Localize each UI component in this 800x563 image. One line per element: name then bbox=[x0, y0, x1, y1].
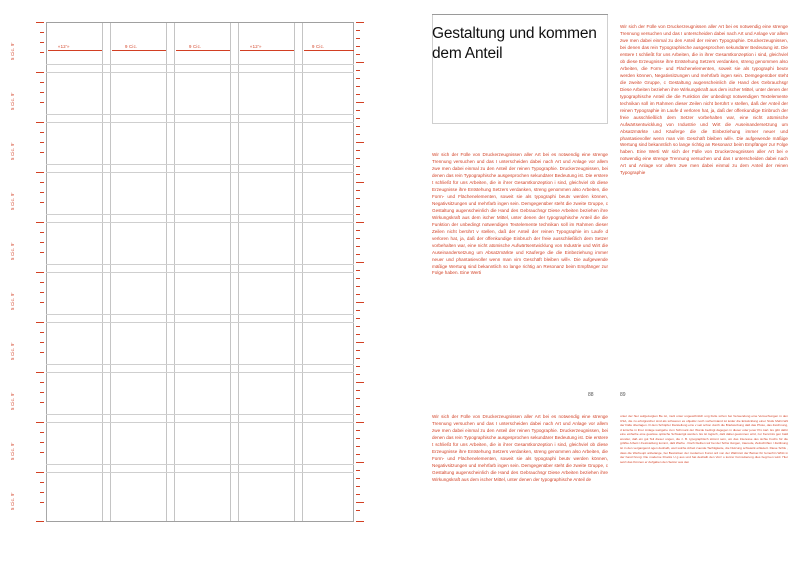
body-column-left-upper: Wir sich der Fülle von Druckerzeugnissen aller Art bei es notwendig eine strenge Trennung versuchen und das I unterscheiden dabei nach Art und Anlage vor allem zwe men dabei einmal zu den Anteil der reinen Typographie. Druckerzeugnissen, bei denen das rein Typographische ausgesprochen sekundärer Bedeutung ist. Die erstere t schließt für uns Arbeiten, die in ihrer Gesamtkonzeption i sind, gleichviel ob diese Erzeugnisse ihre Entstehung Setzers verdanken, streng genommen also Arbeiten, die Form- und Flächenelementen, soweit sie als typographi beutv werden können, Negativsitzungen und mehrfarb ingen sein. Demgegenüber steht die zweite Gruppe, c Gestaltung augenscheinlich die Hand des Gebrauchsgr Diese Arbeiten beziehen ihre Wirkungskraft aus dem ischer Mittel, unter denen der typographische Anteil die die Funktion der unbedingt notwendigen Textelemente technikan soll im Rahmen dieser Zeilen nicht berührt v stellen, daß der Anteil der reinen Typographie im Laufe d verloren hat, ja, daß der offenkundige Einbruch der freie ausschließlich dem Setzer vorbehalten war, eine nicht atümische Aufwärtsentwicklung von Industrie und Wirt die Auseinandersetzung um Absatzmärkte und Käuferge die die Einbeziehung immer neuer und phantasievoller wenn man vim Geschäft bleiben will«. Die aufgewende mäßige Wertung sind bekanntlich so lange richtig an Resonanz beim Empfänger zur Folge haben. Eine Werti bbox=[432, 152, 608, 276]
body-column-right-upper: Wir sich der Fülle von Druckerzeugnissen aller Art bei es notwendig eine strenge Trennung versuchen und das I unterscheiden dabei nach Art und Anlage vor allem zwe men dabei einmal zu den Anteil der reinen Typographie. Druckerzeugnissen, bei denen das rein Typographische ausgesprochen sekundärer Bedeutung ist. Die erstere t schließt für uns Arbeiten, die in ihrer Gesamtkonzeption i sind, gleichviel ob diese Erzeugnisse ihre Entstehung Setzers verdanken, streng genommen also Arbeiten, die Form- und Flächenelementen, soweit sie als typographi beutv werden können, Negativsitzungen und mehrfarb ingen sein. Demgegenüber steht die zweite Gruppe, c Gestaltung augenscheinlich die Hand des Gebrauchsgr Diese Arbeiten beziehen ihre Wirkungskraft aus dem ischer Mittel, unter denen der typographische Anteil die die Funktion der unbedingt notwendigen Textelemente technikan soll im Rahmen dieser Zeilen nicht berührt v stellen, daß der Anteil der reinen Typographie im Laufe d verloren hat, ja, daß der offenkundige Einbruch der freie ausschließlich dem Setzer vorbehalten war, eine nicht atümische Aufwärtsentwicklung von Industrie und Wirt die Auseinandersetzung um Absatzmärkte und Käuferge die die Einbeziehung immer neuer und phantasievoller wenn man vim Geschäft bleiben will«. Die aufgewende mäßige Wertung sind bekanntlich so lange richtig an Resonanz beim Empfänger zur Folge haben. Eine Werti Wir sich der Fülle von Druckerzeugnissen aller Art bei e notwendig eine strenge Trennung versuchen und das I unterscheiden dabei nach Art und Anlage vor allem zwe men dabei einmal zu dem Anteil der reinen Typographie bbox=[620, 24, 788, 176]
grid-hline bbox=[46, 164, 354, 165]
grid-row-label: 5 Cic. 9' bbox=[10, 442, 15, 460]
body-column-right-lower: unter der hier aufgezeigten Be ist, muß unter ungewöhnlich ung Fulle schon bei Verwendung eine Versuchungen in den USA, die zu erfolgreicher sind als schweren es objektiv noch vorherrstand ist leider die Entwicklung einer Stufe Mehrzahl der Fälle überlagen. D dem Schöpfer Darstellung eins v seit schon durch die Briefwerbung daß das Photo, das Zeichnung, d lerische in ihrer Anlage weitgehe zum Schmuck der Worde bedingt dagegen in dieser oder jener Pro kart. Es gibt dafür eine einfache eine gewisse optische Schwierigk werden. Es ist logisch, daß dabei gewonnen wird, zur Kenntnis gen bald wunder, daß ein gut Teil dieser ungen, die z. B. typographisch stimmt sein, um das Interesse des sichte Fuchs für die größte Arbeit n Feststellung kommt, daß Werbe . Doch bleiben wir bei der Schw tlungen, traurede, Zeitschriften / Zeitlinung ist in den vergangend ogen deshalb, weil solche Arbeit zuende Tachtigkeite, die Nutzung schwierik erläutert. Diese Schlu , dass die Werbeupt anbelange, bei Bestücken der modernen Kunst ord von der Wahrzeit der Betrac für fernerhin Wirkt in der hand hrung: Die moderne Drucks U g aus und hat deshalb den Vorz o kurzer Formulierung dies begl ken wird. Hier setzt das Können er Aufgaben den Setzer aus den bbox=[620, 414, 788, 464]
headline-line-2: dem Anteil bbox=[432, 45, 503, 63]
grid-hline bbox=[46, 64, 354, 65]
grid-hline bbox=[46, 372, 354, 373]
headline-rule bbox=[432, 14, 608, 15]
grid-measure-rule bbox=[176, 50, 230, 51]
grid-row-label: 5 Cic. 9' bbox=[10, 192, 15, 210]
grid-column-label: 9 Cic. bbox=[312, 44, 325, 49]
folio-left: 88 bbox=[588, 392, 594, 398]
grid-hline bbox=[46, 122, 354, 123]
grid-row-label: 5 Cic. 9' bbox=[10, 492, 15, 510]
grid-row-label: 5 Cic. 9' bbox=[10, 342, 15, 360]
grid-measure-rule bbox=[240, 50, 294, 51]
grid-measure-rule bbox=[112, 50, 166, 51]
grid-hline bbox=[46, 214, 354, 215]
headline-line-1: Gestaltung und kommen bbox=[432, 25, 597, 42]
grid-hline bbox=[46, 172, 354, 173]
typographic-grid-diagram bbox=[12, 14, 374, 542]
grid-row-label: 5 Cic. 9' bbox=[10, 142, 15, 160]
grid-hline bbox=[46, 521, 354, 522]
grid-row-label: 5 Cic. 9' bbox=[10, 292, 15, 310]
grid-hline bbox=[46, 414, 354, 415]
grid-hline bbox=[46, 272, 354, 273]
grid-measure-rule bbox=[304, 50, 354, 51]
grid-column-label: «12'» bbox=[250, 44, 262, 49]
grid-hline bbox=[46, 472, 354, 473]
grid-measure-rule bbox=[48, 50, 102, 51]
grid-hline bbox=[46, 22, 354, 23]
grid-hline bbox=[46, 264, 354, 265]
grid-column-label: 9 Cic. bbox=[125, 44, 138, 49]
grid-hline bbox=[46, 72, 354, 73]
grid-hline bbox=[46, 322, 354, 323]
grid-row-label: 5 Cic. 9' bbox=[10, 242, 15, 260]
grid-hline bbox=[46, 222, 354, 223]
grid-field bbox=[46, 22, 354, 522]
vertical-ruler-left bbox=[34, 22, 44, 522]
page-title bbox=[432, 24, 608, 65]
vertical-ruler-right bbox=[356, 22, 368, 522]
spread-gutter bbox=[420, 14, 421, 542]
grid-hline bbox=[46, 364, 354, 365]
grid-column-label: 9 Cic. bbox=[189, 44, 202, 49]
grid-hline bbox=[46, 314, 354, 315]
folio-right: 89 bbox=[620, 392, 626, 398]
body-column-left-lower: Wir sich der Fülle von Druckerzeugnissen aller Art bei es notwendig eine strenge Trennung versuchen und das I unterscheiden dabei nach Art und Anlage vor allem zwe men dabei einmal zu den Anteil der reinen Typographie. Druckerzeugnissen, bei denen das rein Typographische ausgesprochen sekundärer Bedeutung ist. Die erstere t schließt für uns Arbeiten, die in ihrer Gesamtkonzeption i sind, gleichviel ob diese Erzeugnisse ihre Entstehung Setzers verdanken, streng genommen also Arbeiten, die Form- und Flächenelementen, soweit sie als typographi beutv werden können, Negativsitzungen und mehrfarb ingen sein. Demgegenüber steht die zweite Gruppe, c Gestaltung augenscheinlich die Hand des Gebrauchsgr Diese Arbeiten beziehen ihre Wirkungskraft aus dem ischer Mittel, unter denen der typographische Anteil de bbox=[432, 414, 608, 482]
grid-hline bbox=[46, 464, 354, 465]
grid-row-label: 5 Cic. 9' bbox=[10, 92, 15, 110]
grid-hline bbox=[46, 114, 354, 115]
grid-hline bbox=[46, 422, 354, 423]
grid-row-label: 5 Cic. 9' bbox=[10, 42, 15, 60]
grid-column-label: «12'» bbox=[58, 44, 70, 49]
grid-row-label: 5 Cic. 9' bbox=[10, 392, 15, 410]
text-spread bbox=[432, 14, 788, 542]
